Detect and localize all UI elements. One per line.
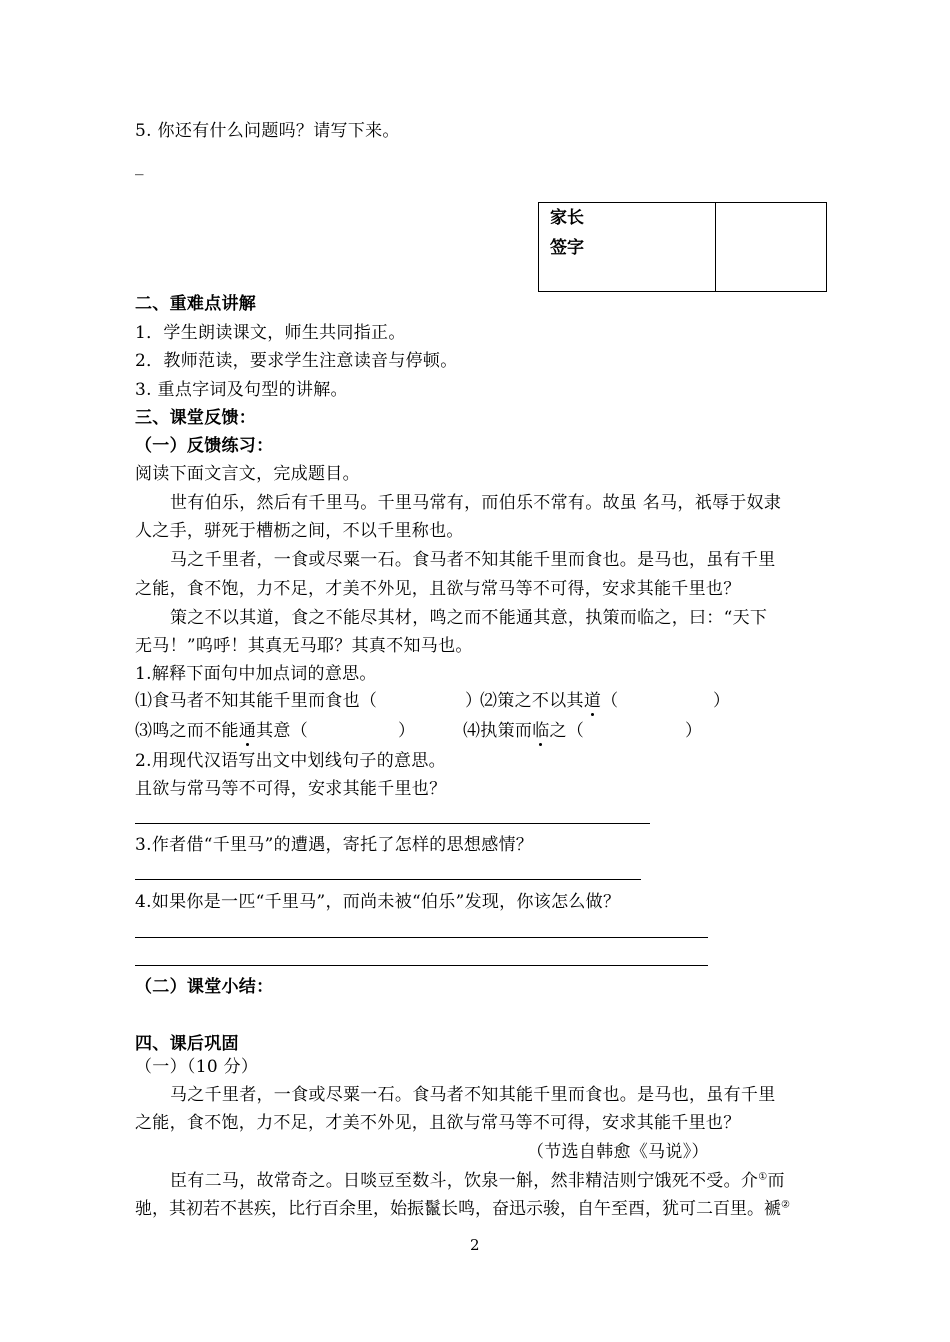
passage-para-3-line-2: 无马！”呜呼！其真无马耶？其真不知马也。 bbox=[135, 636, 473, 656]
section-4-title: 四、课后巩固 bbox=[135, 1034, 239, 1054]
dotted-char-tong: 通 bbox=[238, 721, 257, 741]
review-para-1-line-1: 马之千里者，一食或尽粟一石。食马者不知其能千里而食也。是马也，虽有千里 bbox=[170, 1085, 776, 1105]
signature-label-parent: 家长 bbox=[550, 208, 584, 228]
q1-item-a: ⑴食马者不知其能千里而食也（ bbox=[135, 691, 378, 711]
review-para-2-line-2: 驰，其初若不甚疾，比行百余里，始振鬣长鸣，奋迅示骏，自午至酉，犹可二百里。褫② bbox=[135, 1199, 790, 1219]
section-2-item-3: 3. 重点字词及句型的讲解。 bbox=[135, 380, 348, 400]
section-3-sub-1: （一）反馈练习： bbox=[135, 436, 274, 456]
answer-line-q3 bbox=[135, 879, 641, 880]
section-2-title: 二、重难点讲解 bbox=[135, 294, 257, 314]
signature-box-divider bbox=[715, 203, 716, 291]
page-number: 2 bbox=[470, 1236, 480, 1254]
passage-para-2-line-2: 之能，食不饱，力不足，才美不外见，且欲与常马等不可得，安求其能千里也？ bbox=[135, 579, 741, 599]
dotted-char-dao: 道 bbox=[583, 691, 602, 711]
dotted-char-lin: 临 bbox=[532, 721, 550, 741]
answer-line-q4-2 bbox=[135, 965, 708, 966]
question-3: 3.作者借“千里马”的遭遇，寄托了怎样的思想感情？ bbox=[135, 835, 534, 855]
question-5: 5. 你还有什么问题吗？请写下来。 bbox=[135, 121, 400, 141]
q1-item-a-close: ） bbox=[465, 691, 483, 711]
passage-para-1-line-2: 人之手，骈死于槽枥之间，不以千里称也。 bbox=[135, 521, 464, 541]
review-para-2-line-1: 臣有二马，故常奇之。日啖豆至数斗，饮泉一斛，然非精洁则宁饿死不受。介①而 bbox=[170, 1171, 785, 1191]
review-para-1-line-2: 之能，食不饱，力不足，才美不外见，且欲与常马等不可得，安求其能千里也？ bbox=[135, 1113, 741, 1133]
passage-para-1-line-1: 世有伯乐，然后有千里马。千里马常有，而伯乐不常有。故虽 名马，祇辱于奴隶 bbox=[170, 493, 782, 513]
q1-item-d: ⑷执策而临之（ bbox=[463, 721, 585, 741]
section-3-sub-2: （二）课堂小结： bbox=[135, 977, 274, 997]
question-1: 1.解释下面句中加点词的意思。 bbox=[135, 664, 377, 684]
section-4-part-1: （一）（10 分） bbox=[135, 1057, 259, 1077]
question-2-sentence: 且欲与常马等不可得，安求其能千里也？ bbox=[135, 779, 447, 799]
passage-para-2-line-1: 马之千里者，一食或尽粟一石。食马者不知其能千里而食也。是马也，虽有千里 bbox=[170, 550, 776, 570]
answer-line-q2 bbox=[135, 823, 650, 824]
answer-dash: _ bbox=[135, 156, 144, 176]
q1-item-d-close: ） bbox=[685, 721, 703, 741]
parent-signature-box bbox=[538, 202, 827, 292]
q1-item-c: ⑶鸣之而不能通其意（ bbox=[135, 721, 309, 741]
q1-item-c-close: ） bbox=[398, 721, 416, 741]
section-2-item-1: 1．学生朗读课文，师生共同指正。 bbox=[135, 323, 406, 343]
section-3-title: 三、课堂反馈： bbox=[135, 408, 257, 428]
passage-para-3-line-1: 策之不以其道，食之不能尽其材，鸣之而不能通其意，执策而临之，曰：“天下 bbox=[170, 608, 768, 628]
question-2: 2.用现代汉语写出文中划线句子的意思。 bbox=[135, 751, 446, 771]
q1-item-b-close: ） bbox=[713, 691, 731, 711]
reading-instruction: 阅读下面文言文，完成题目。 bbox=[135, 464, 360, 484]
section-2-item-2: 2．教师范读，要求学生注意读音与停顿。 bbox=[135, 351, 458, 371]
signature-label-sign: 签字 bbox=[550, 238, 584, 258]
q1-item-b: ⑵策之不以其道（ bbox=[480, 691, 619, 711]
question-4: 4.如果你是一匹“千里马”，而尚未被“伯乐”发现，你该怎么做？ bbox=[135, 892, 621, 912]
answer-line-q4-1 bbox=[135, 937, 708, 938]
passage-source: （节选自韩愈《马说》） bbox=[527, 1142, 709, 1162]
